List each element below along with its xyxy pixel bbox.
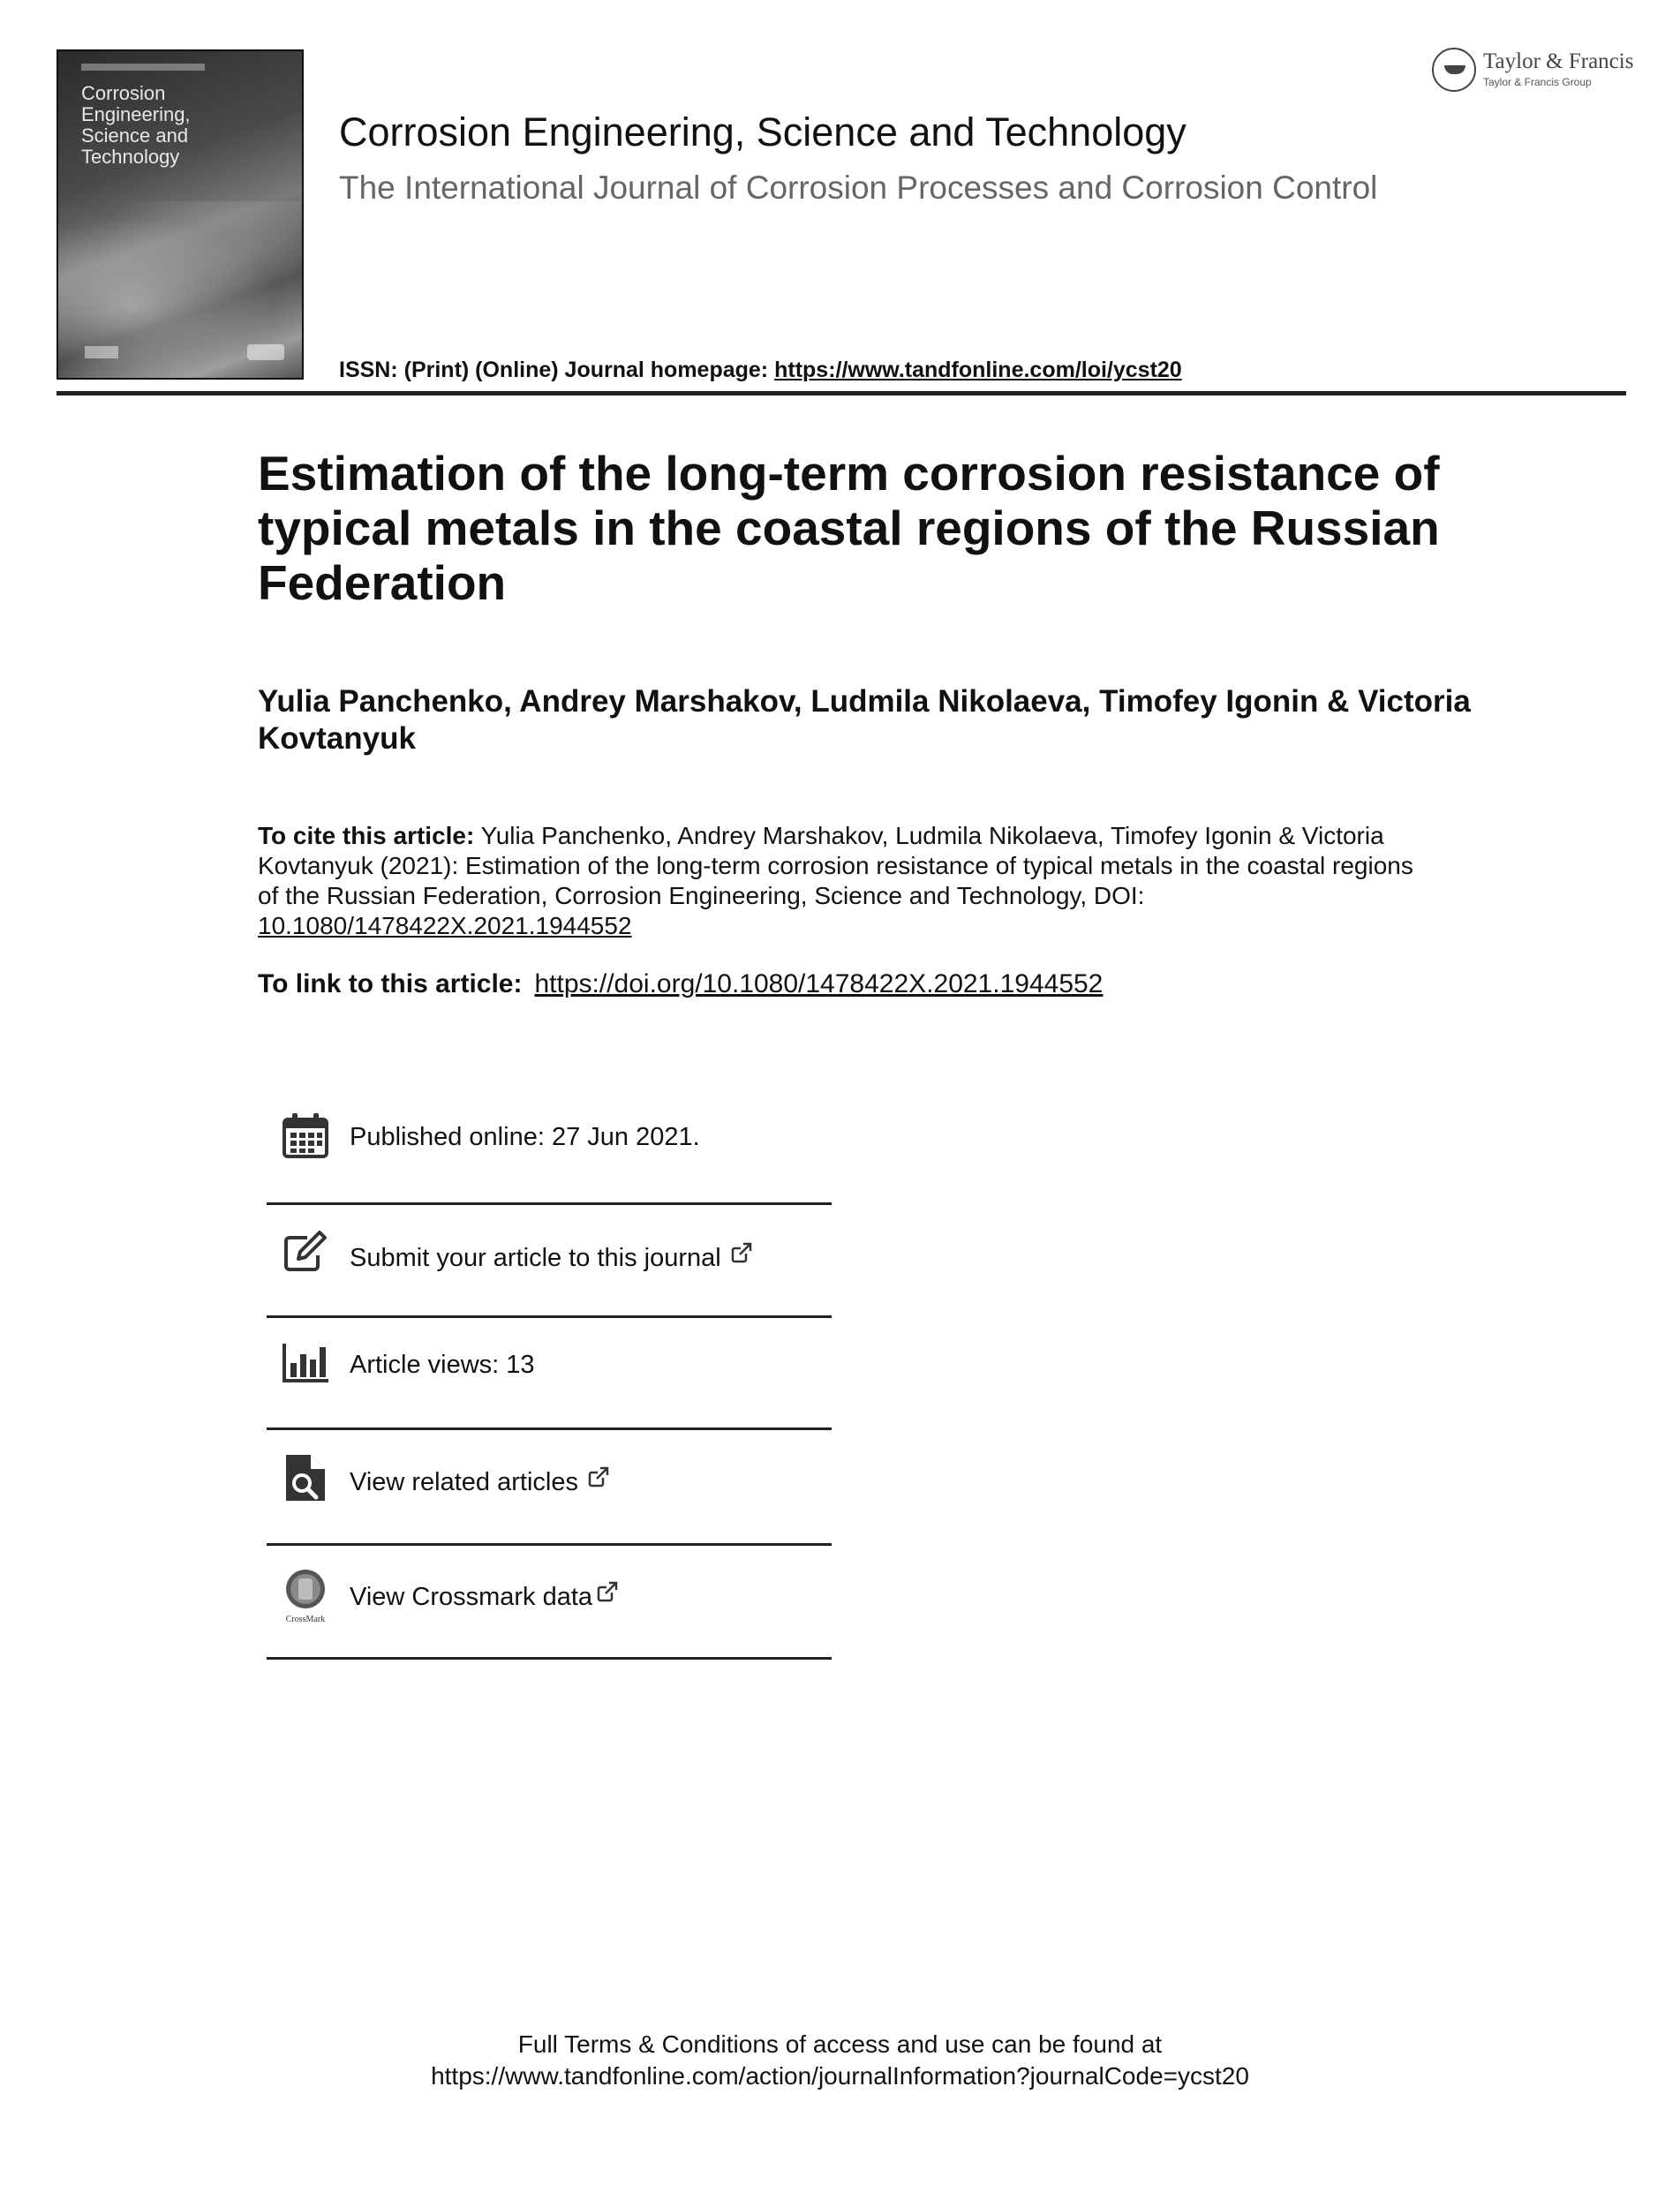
header-divider [57, 391, 1626, 395]
bar-chart-icon [281, 1338, 330, 1388]
row-divider [267, 1315, 832, 1318]
publisher-name: Taylor & Francis [1483, 49, 1634, 73]
related-articles-row[interactable] [267, 1446, 832, 1517]
external-link-icon [596, 1580, 619, 1603]
related-articles-link[interactable] [350, 1465, 610, 1497]
external-link-icon [730, 1241, 753, 1264]
article-views-text: Article views: 13 [350, 1351, 535, 1379]
journal-cover-image [57, 49, 304, 380]
calendar-icon [281, 1111, 330, 1160]
cite-text: Yulia Panchenko, Andrey Marshakov, Ludmila Nikolaeva, Timofey Igonin & Victoria Kovtanyuk (2021): Estimation of the long-term corrosion resistance of typical metals in the coastal regions of the Russian Federation, Corrosion Engineering, Science and Technology, DOI: [258, 822, 1413, 909]
published-online-text: Published online: 27 Jun 2021. [350, 1123, 700, 1151]
cite-doi-link[interactable]: 10.1080/1478422X.2021.1944552 [258, 912, 632, 939]
article-doi-link[interactable]: https://doi.org/10.1080/1478422X.2021.1944552 [534, 969, 1104, 998]
article-authors: Yulia Panchenko, Andrey Marshakov, Ludmila Nikolaeva, Timofey Igonin & Victoria Kovtanyuk [258, 684, 1471, 756]
row-divider [267, 1202, 832, 1205]
cover-title: Corrosion Engineering, Science and Technology [81, 82, 191, 168]
issn-text: ISSN: (Print) (Online) Journal homepage: [339, 358, 775, 382]
crossmark-label: View Crossmark data [350, 1583, 593, 1611]
article-link-block [258, 969, 1494, 999]
external-link-icon [587, 1465, 610, 1488]
article-views-row [267, 1331, 832, 1402]
publisher-logo [1432, 48, 1637, 95]
footer [0, 2029, 1680, 2092]
footer-terms-link[interactable]: https://www.tandfonline.com/action/journalInformation?journalCode=ycst20 [431, 2062, 1249, 2090]
published-row [267, 1104, 832, 1174]
cover-logo-right [247, 344, 284, 360]
edit-icon [281, 1229, 330, 1278]
publisher-group: Taylor & Francis Group [1483, 76, 1592, 88]
submit-article-row[interactable] [267, 1222, 832, 1292]
journal-title: Corrosion Engineering, Science and Technology [339, 109, 1187, 154]
issn-line [339, 358, 1182, 383]
footer-terms-text: Full Terms & Conditions of access and use can be found at [517, 2030, 1163, 2058]
crossmark-logo-text: CrossMark [285, 1615, 326, 1624]
document-search-icon [281, 1453, 330, 1503]
row-divider [267, 1543, 832, 1546]
citation-block [258, 821, 1432, 941]
row-divider [267, 1657, 832, 1660]
journal-homepage-link[interactable]: https://www.tandfonline.com/loi/ycst20 [774, 358, 1182, 382]
submit-article-link[interactable] [350, 1241, 753, 1273]
cite-label: To cite this article: [258, 822, 475, 849]
cover-logo-left [85, 346, 118, 358]
article-title: Estimation of the long-term corrosion resistance of typical metals in the coastal regions of the Russian Federation [258, 446, 1440, 610]
row-divider [267, 1427, 832, 1430]
crossmark-link[interactable] [350, 1580, 619, 1612]
submit-article-label: Submit your article to this journal [350, 1244, 721, 1272]
crossmark-row[interactable] [267, 1561, 832, 1631]
link-label: To link to this article: [258, 969, 523, 998]
cover-header-strip [81, 64, 205, 71]
related-articles-label: View related articles [350, 1468, 578, 1496]
publisher-lamp-icon [1432, 48, 1476, 92]
crossmark-icon [281, 1568, 330, 1624]
journal-subtitle: The International Journal of Corrosion Processes and Corrosion Control [339, 169, 1378, 206]
